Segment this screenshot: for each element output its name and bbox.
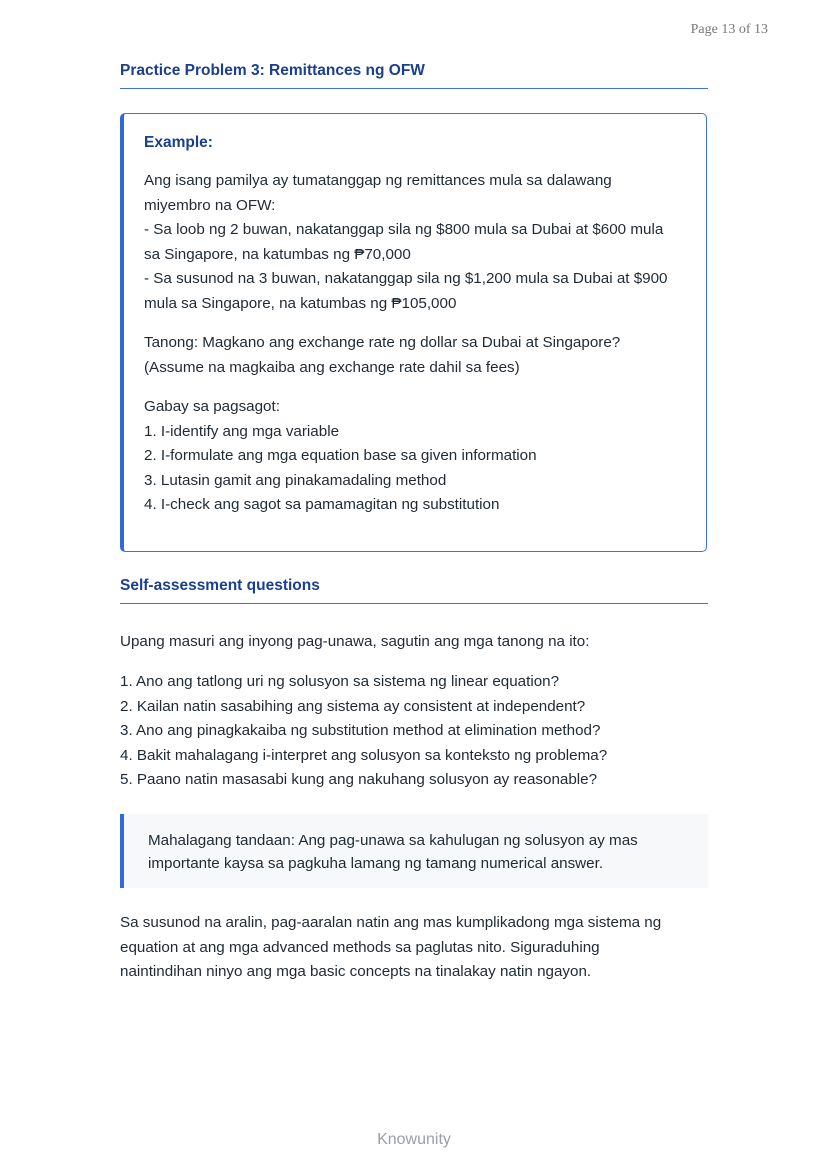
list-item: 1. I-identify ang mga variable xyxy=(144,422,340,440)
text-line: mula sa Singapore, na katumbas ng ₱105,000 xyxy=(144,294,457,312)
text-line: Sa susunod na aralin, pag-aaralan natin ang mas kumplikadong mga sistema ng xyxy=(120,914,662,931)
text-line: importante kaysa sa pagkuha lamang ng tamang numerical answer. xyxy=(148,854,604,872)
example-box xyxy=(120,113,707,552)
list-item: 5. Paano natin masasabi kung ang nakuhang solusyon ay reasonable? xyxy=(120,771,598,788)
text-line: - Sa loob ng 2 buwan, nakatanggap sila ng $800 mula sa Dubai at $600 mula xyxy=(144,221,664,238)
closing-paragraph xyxy=(120,911,720,985)
text-line: equation at ang mga advanced methods sa paglutas nito. Siguraduhing xyxy=(120,938,600,956)
text-line: Ang isang pamilya ay tumatanggap ng remittances mula sa dalawang xyxy=(144,172,612,189)
scenario-paragraph xyxy=(144,169,686,316)
list-item: 4. I-check ang sagot sa pamamagitan ng substitution xyxy=(144,496,500,513)
list-item: 3. Lutasin gamit ang pinakamadaling method xyxy=(144,471,447,489)
list-item: 1. Ano ang tatlong uri ng solusyon sa sistema ng linear equation? xyxy=(120,673,560,690)
page-number: Page 13 of 13 xyxy=(690,22,768,37)
text-line: Mahalagang tandaan: Ang pag-unawa sa kahulugan ng solusyon ay mas xyxy=(148,832,638,849)
text-line: sa Singapore, na katumbas ng ₱70,000 xyxy=(144,245,411,263)
self-assessment-title: Self-assessment questions xyxy=(120,577,708,604)
text-line: Tanong: Magkano ang exchange rate ng dollar sa Dubai at Singapore? xyxy=(144,334,621,351)
question-list xyxy=(120,670,720,793)
guide-paragraph xyxy=(144,395,686,518)
text-line: naintindihan ninyo ang mga basic concepts na tinalakay natin ngayon. xyxy=(120,963,592,980)
text-line: miyembro na OFW: xyxy=(144,196,276,214)
list-item: 4. Bakit mahalagang i-interpret ang solusyon sa konteksto ng problema? xyxy=(120,746,608,764)
list-item: 2. Kailan natin sasabihing ang sistema ay consistent at independent? xyxy=(120,697,586,715)
question-paragraph xyxy=(144,331,686,380)
example-label: Example: xyxy=(144,134,213,151)
text-line: Gabay sa pagsagot: xyxy=(144,398,280,415)
footer-brand: Knowunity xyxy=(377,1131,451,1148)
practice-problem-title: Practice Problem 3: Remittances ng OFW xyxy=(120,62,708,89)
list-item: 3. Ano ang pinagkakaiba ng substitution method at elimination method? xyxy=(120,722,601,739)
note-callout xyxy=(120,814,708,888)
self-assessment-intro: Upang masuri ang inyong pag-unawa, sagutin ang mga tanong na ito: xyxy=(120,633,590,650)
text-line: (Assume na magkaiba ang exchange rate dahil sa fees) xyxy=(144,358,520,376)
list-item: 2. I-formulate ang mga equation base sa given information xyxy=(144,447,537,464)
text-line: - Sa susunod na 3 buwan, nakatanggap sila ng $1,200 mula sa Dubai at $900 xyxy=(144,270,668,287)
